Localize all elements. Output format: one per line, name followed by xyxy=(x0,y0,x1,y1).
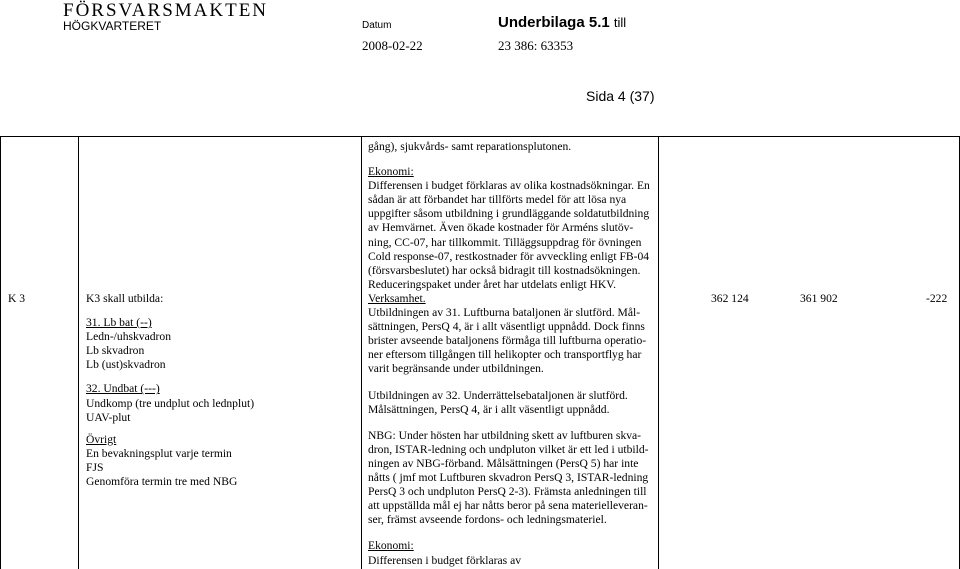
date-label: Datum xyxy=(362,20,392,31)
row-id xyxy=(8,292,25,306)
ekonomi-heading: Ekonomi: xyxy=(368,165,414,179)
left-line: Undkomp (tre undplut och lednplut) xyxy=(86,396,255,410)
budget-value-text: 362 124 xyxy=(711,292,749,305)
description-line: att uppställda mål ej har nåtts beror på sena materielleveran- xyxy=(368,499,648,513)
document-title-suffix: till xyxy=(613,15,627,30)
difference-value-text: -222 xyxy=(926,292,948,305)
outcome-value-text: 361 902 xyxy=(800,292,838,305)
description-line: gång), sjukvårds- samt reparationsplutonen. xyxy=(368,140,572,153)
document-title-main: Underbilaga 5.1 xyxy=(498,14,610,31)
description-line: ning, CC-07, har tillkommit. Tilläggsuppdrag för övningen xyxy=(368,235,642,249)
description-k3 xyxy=(368,292,649,568)
left-line: 32. Undbat (---) xyxy=(86,382,160,396)
left-line: Övrigt xyxy=(86,432,117,446)
left-column-text xyxy=(86,292,254,489)
left-line: Lb (ust)skvadron xyxy=(86,358,166,372)
table-top-border xyxy=(0,136,960,137)
description-line: brister avseende bataljonens förmåga till luftburna operatio- xyxy=(368,334,647,348)
row-id-text: K 3 xyxy=(8,292,26,305)
ekonomi-heading: Ekonomi: xyxy=(368,539,414,553)
left-line: K3 skall utbilda: xyxy=(86,292,164,305)
column-divider-1 xyxy=(78,136,79,569)
left-line: 31. Lb bat (--) xyxy=(86,316,152,330)
description-line: Utbildningen av 32. Underrättelsebataljonen är slutförd. xyxy=(368,388,628,402)
description-line: Cold response-07, restkostnader för avveckling enligt FB-04 xyxy=(368,249,650,263)
column-divider-3 xyxy=(658,136,659,569)
description-line: nåtts ( jmf mot Luftburen skvadron PersQ 3, ISTAR-ledning xyxy=(368,471,649,485)
left-line: En bevakningsplut varje termin xyxy=(86,446,232,460)
budget-value xyxy=(711,292,749,306)
description-line: (försvarsbeslutet) har också bidragit till kostnadsökningen. xyxy=(368,263,641,277)
description-line: varit begränsande under utbildningen. xyxy=(368,362,544,376)
description-line: PersQ 3 och undpluton PersQ 2-3). Främsta anledningen till xyxy=(368,485,647,499)
page-number: Sida 4 (37) xyxy=(586,88,655,104)
unit-name: HÖGKVARTERET xyxy=(63,19,162,33)
description-line: Utbildningen av 31. Luftburna bataljonen är slutförd. Mål- xyxy=(368,306,641,320)
description-line: ner eftersom tillgången till helikopter och transportflyg har xyxy=(368,348,642,362)
description-line: Reduceringspaket under året har utdelats enligt HKV. xyxy=(368,277,617,291)
description-line: ser, främst avseende fordons- och ledningsmateriel. xyxy=(368,513,607,527)
column-divider-2 xyxy=(361,136,362,569)
description-line: uppgifter såsom utbildning i grundläggande soldatutbildning xyxy=(368,207,650,221)
document-title xyxy=(498,14,626,31)
org-logo-text: FÖRSVARSMAKTEN xyxy=(63,0,269,21)
table-left-border xyxy=(0,136,1,569)
description-top xyxy=(368,140,650,292)
verksamhet-heading: Verksamhet. xyxy=(368,292,426,305)
left-line: FJS xyxy=(86,460,104,474)
left-line: UAV-plut xyxy=(86,410,131,424)
description-line: av Hemvärnet. Även ökade kostnader för Arméns slutöv- xyxy=(368,221,634,235)
outcome-value xyxy=(800,292,838,306)
description-line: sättningen, PersQ 4, är i allt väsentligt uppnådd. Dock finns xyxy=(368,320,645,334)
description-line: Differensen i budget förklaras av olika kostnadsökningar. En xyxy=(368,179,650,193)
description-line: sådan är att förbandet har tillförts medel för att lösa nya xyxy=(368,193,627,207)
left-line: Lb skvadron xyxy=(86,344,145,358)
description-line: dron, ISTAR-ledning och undpluton vilket är ett led i utbild- xyxy=(368,442,649,456)
document-date: 2008-02-22 xyxy=(362,38,423,53)
document-reference: 23 386: 63353 xyxy=(498,38,574,53)
left-line: Ledn-/uhskvadron xyxy=(86,330,172,344)
difference-value xyxy=(926,292,947,306)
description-line: NBG: Under hösten har utbildning skett av luftburen skva- xyxy=(368,428,642,442)
description-line: Målsättningen, PersQ 4, är i allt väsentligt uppnådd. xyxy=(368,402,610,416)
description-line: ningen av NBG-förband. Målsättningen (PersQ 5) har inte xyxy=(368,456,639,470)
description-line: Differensen i budget förklaras av xyxy=(368,553,522,567)
left-line: Genomföra termin tre med NBG xyxy=(86,475,238,489)
